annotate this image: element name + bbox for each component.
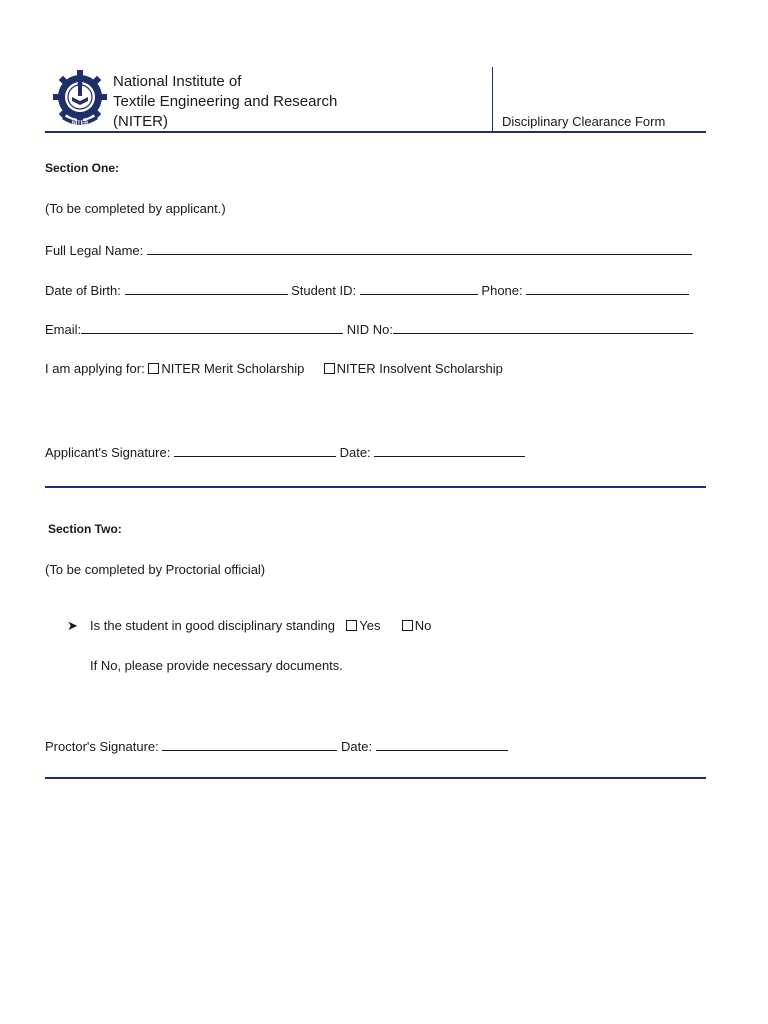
standing-row	[90, 618, 431, 634]
section-one-note: (To be completed by applicant.)	[45, 201, 226, 216]
proctor-signature-row	[45, 737, 508, 755]
applicant-signature-field[interactable]	[174, 443, 336, 457]
full-name-label: Full Legal Name:	[45, 243, 144, 258]
proctor-signature-label: Proctor's Signature:	[45, 739, 159, 754]
proctor-date-label: Date:	[341, 739, 373, 754]
applicant-date-label: Date:	[339, 445, 371, 460]
dob-row	[45, 281, 689, 299]
proctor-date-field[interactable]	[376, 737, 508, 751]
yes-option-label: Yes	[359, 618, 381, 633]
header-rule	[45, 131, 706, 133]
merit-option-label: NITER Merit Scholarship	[161, 361, 305, 376]
form-title: Disciplinary Clearance Form	[502, 114, 666, 129]
insolvent-checkbox[interactable]	[324, 363, 335, 374]
institute-line3: (NITER)	[113, 113, 168, 130]
standing-question: Is the student in good disciplinary standing	[90, 618, 335, 633]
merit-checkbox[interactable]	[148, 363, 159, 374]
institute-line2: Textile Engineering and Research	[113, 93, 338, 110]
insolvent-option-label: NITER Insolvent Scholarship	[336, 361, 503, 376]
section-one-heading: Section One:	[45, 161, 120, 175]
bullet-icon: ➤	[67, 618, 78, 633]
full-name-field[interactable]	[147, 241, 692, 255]
section-one-rule	[45, 486, 706, 488]
student-id-field[interactable]	[360, 281, 478, 295]
dob-field[interactable]	[125, 281, 288, 295]
section-two-heading: Section Two:	[48, 522, 122, 536]
header-divider	[492, 67, 493, 131]
no-option-label: No	[414, 618, 432, 633]
section-two-note: (To be completed by Proctorial official)	[45, 562, 266, 577]
phone-field[interactable]	[526, 281, 689, 295]
institute-line1: National Institute of	[113, 73, 242, 90]
proctor-signature-field[interactable]	[162, 737, 337, 751]
applying-row	[45, 361, 503, 377]
institute-name	[113, 72, 337, 132]
nid-field[interactable]	[393, 320, 693, 334]
applying-label: I am applying for:	[45, 361, 145, 376]
email-field[interactable]	[81, 320, 343, 334]
full-name-row	[45, 241, 692, 259]
applicant-signature-row	[45, 443, 525, 461]
student-id-label: Student ID:	[291, 283, 357, 298]
svg-text:NITER: NITER	[71, 120, 89, 127]
dob-label: Date of Birth:	[45, 283, 121, 298]
if-no-note: If No, please provide necessary documents.	[90, 658, 343, 673]
niter-logo	[52, 67, 108, 131]
applicant-signature-label: Applicant's Signature:	[45, 445, 171, 460]
phone-label: Phone:	[481, 283, 523, 298]
applicant-date-field[interactable]	[374, 443, 525, 457]
email-row	[45, 320, 693, 338]
yes-checkbox[interactable]	[346, 620, 357, 631]
no-checkbox[interactable]	[402, 620, 413, 631]
email-label: Email:	[45, 322, 82, 337]
nid-label: NID No:	[346, 322, 393, 337]
section-two-rule	[45, 777, 706, 779]
